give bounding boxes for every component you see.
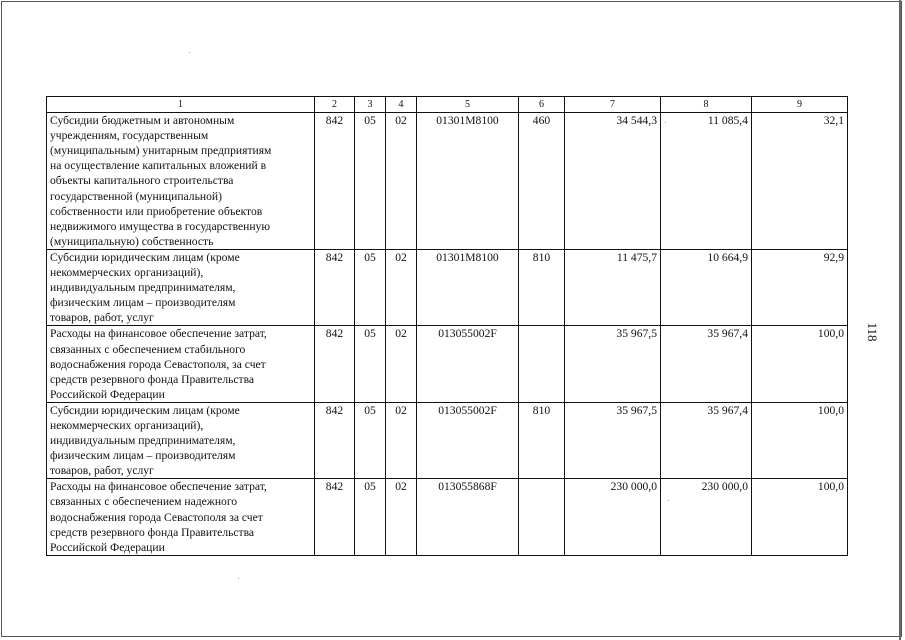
table-row [47,326,848,402]
cell-planned: 11 475,7 [565,249,661,325]
description-line: товаров, работ, услуг [50,311,154,325]
cell-description [47,479,315,555]
cell-code: 842 [315,113,355,250]
column-number-row [47,97,848,113]
description-line: средств резервного фонда Правительства [50,525,255,539]
description-line: индивидуальным предпринимателям, [50,281,236,295]
description-line: Субсидии бюджетным и автономным [50,114,235,128]
scan-speck [668,500,669,501]
cell-percent: 32,1 [752,113,848,250]
description-line: физическим лицам – производителям [50,449,236,463]
description-line: физическим лицам – производителям [50,296,236,310]
cell-executed: 10 664,9 [661,249,752,325]
scan-speck [238,578,239,579]
table-body [47,113,848,556]
description-line: Субсидии юридическим лицам (кроме [50,250,240,264]
description-line: водоснабжения города Севастополя за счет [50,510,263,524]
cell-code: 842 [315,479,355,555]
description-line: некоммерческих организаций), [50,266,204,280]
description-line: индивидуальным предпринимателям, [50,434,236,448]
cell-planned: 35 967,5 [565,326,661,402]
cell-expense-type: 810 [519,249,565,325]
description-line: государственной (муниципальной) [50,189,222,203]
column-header: 8 [661,97,752,113]
cell-executed: 35 967,4 [661,326,752,402]
table-row [47,249,848,325]
cell-target-article: 013055002F [417,326,519,402]
description-line: на осуществление капитальных вложений в [50,159,267,173]
description-line: товаров, работ, услуг [50,464,154,478]
cell-planned: 230 000,0 [565,479,661,555]
column-header: 6 [519,97,565,113]
column-header: 1 [47,97,315,113]
cell-subsection: 02 [386,113,417,250]
scan-edge [899,0,901,640]
table-row [47,113,848,250]
description-line: (муниципальным) унитарным предприятиям [50,144,272,158]
column-header: 5 [417,97,519,113]
cell-executed: 230 000,0 [661,479,752,555]
cell-subsection: 02 [386,326,417,402]
description-line: Субсидии юридическим лицам (кроме [50,403,240,417]
description-line: объекты капитального строительства [50,174,234,188]
cell-code: 842 [315,249,355,325]
description-line: Российской Федерации [50,540,165,554]
cell-subsection: 02 [386,249,417,325]
cell-executed: 11 085,4 [661,113,752,250]
cell-description [47,249,315,325]
column-header: 4 [386,97,417,113]
column-header: 3 [355,97,386,113]
column-header: 9 [752,97,848,113]
cell-target-article: 01301M8100 [417,113,519,250]
page-number: 118 [865,322,880,342]
cell-description [47,402,315,478]
cell-executed: 35 967,4 [661,402,752,478]
cell-expense-type: 460 [519,113,565,250]
description-line: средств резервного фонда Правительства [50,372,255,386]
table-row [47,402,848,478]
cell-percent: 100,0 [752,326,848,402]
cell-target-article: 013055868F [417,479,519,555]
description-line: (муниципальную) собственность [50,234,214,248]
cell-section: 05 [355,402,386,478]
description-line: недвижимого имущества в государственную [50,219,271,233]
cell-planned: 35 967,5 [565,402,661,478]
description-line: некоммерческих организаций), [50,418,204,432]
cell-subsection: 02 [386,402,417,478]
column-header: 7 [565,97,661,113]
description-line: учреждениям, государственным [50,129,209,143]
cell-section: 05 [355,113,386,250]
cell-code: 842 [315,326,355,402]
description-line: водоснабжения города Севастополя, за счет [50,357,266,371]
cell-expense-type [519,326,565,402]
cell-expense-type [519,479,565,555]
cell-section: 05 [355,249,386,325]
cell-percent: 92,9 [752,249,848,325]
description-line: связанных с обеспечением стабильного [50,342,246,356]
description-line: Российской Федерации [50,387,165,401]
description-line: собственности или приобретение объектов [50,204,263,218]
cell-expense-type: 810 [519,402,565,478]
cell-target-article: 01301M8100 [417,249,519,325]
scan-speck [189,52,190,53]
table-row [47,479,848,555]
cell-subsection: 02 [386,479,417,555]
cell-planned: 34 544,3 [565,113,661,250]
cell-percent: 100,0 [752,402,848,478]
cell-target-article: 013055002F [417,402,519,478]
cell-code: 842 [315,402,355,478]
cell-section: 05 [355,479,386,555]
cell-description [47,113,315,250]
scan-speck [665,122,666,123]
cell-description [47,326,315,402]
column-header: 2 [315,97,355,113]
description-line: Расходы на финансовое обеспечение затрат, [50,480,267,494]
description-line: Расходы на финансовое обеспечение затрат, [50,327,267,341]
cell-section: 05 [355,326,386,402]
budget-table [46,96,848,556]
description-line: связанных с обеспечением надежного [50,495,238,509]
cell-percent: 100,0 [752,479,848,555]
